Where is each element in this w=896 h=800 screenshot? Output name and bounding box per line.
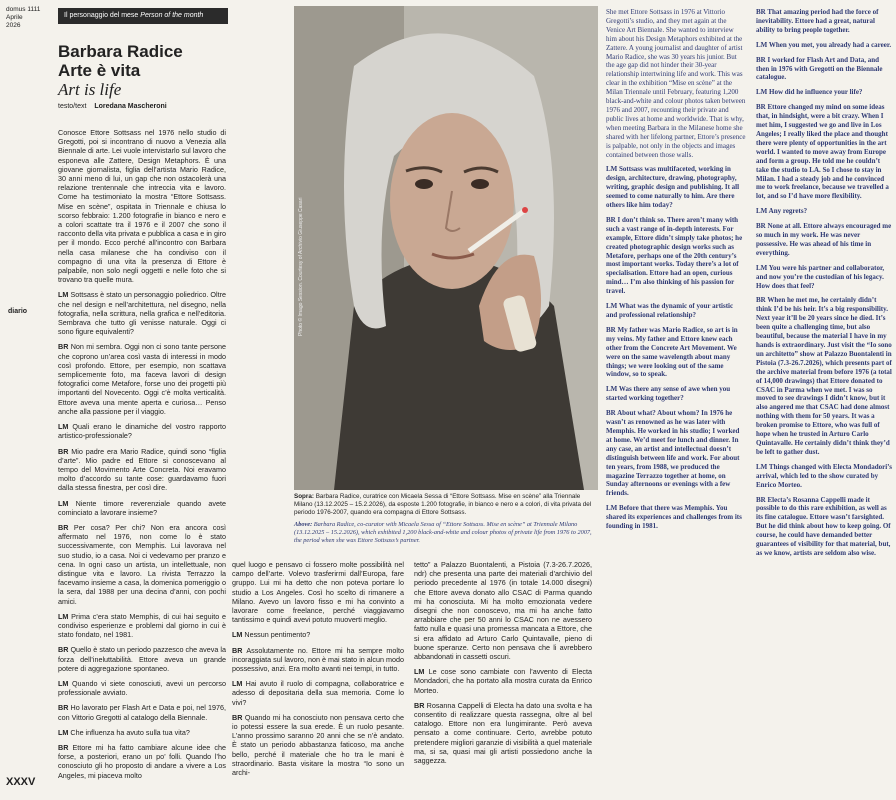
speaker-initials: LM [232, 630, 245, 640]
paragraph: BR Quando mi ha conosciuto non pensava certo che io potessi essere la sua erede. È un ruolo pesante. L’anno prossimo saranno 20 anni che se n’è andato. È stato un periodo abbastanza faticoso, ma anche bello, perché il materiale che ho tra le mani è straordinario. Basta visitare la mostra “Io sono un archi- [232, 712, 404, 778]
paragraph: quel luogo e pensavo ci fossero molte possibilità nel campo dell’arte. Volevo trasferirmi dall’Europa, fare gruppo. Lui mi ha detto che non poteva portare lo studio a Los Angeles. Così ho scelto di rimanere a Milano. Avevo un lavoro fisso e mi ha convinto a lavorare come freelance, perché viaggiavamo tantissimo e quindi avevi potuto muoverti meglio. [232, 560, 404, 625]
paragraph: LM Was there any sense of awe when you started working together? [606, 385, 731, 403]
speaker-initials: LM [756, 207, 769, 216]
paragraph: LM Niente timore reverenziale quando avete cominciato a lavorare insieme? [58, 498, 226, 517]
paragraph: LM Che influenza ha avuto sulla tua vita? [58, 727, 190, 737]
speaker-initials: BR [606, 325, 618, 334]
paragraph: LM How did he influence your life? [756, 88, 863, 97]
speaker-initials: LM [606, 504, 620, 513]
caption-text-en: Barbara Radice, co-curator with Micaela Sessa of “Ettore Sottsass. Mise en scène” at Triennale Milano (13.12.2025 – 15.2.2026), which exhibited 1,200 black-and-white and colour photos of private life from 1976 to 2007, the period when she was Ettore Sottsass’s partner. [294, 521, 592, 544]
speaker-initials: BR [58, 742, 73, 752]
issue-info [6, 6, 40, 30]
paragraph: BR Mio padre era Mario Radice, quindi sono “figlia d’arte”. Mio padre ed Ettore si conoscevano al tempo del Movimento Arte Concreta. Noi eravamo molto d’accordo su tante cose: guardavamo fuori dalla stessa finestra, per così dire. [58, 446, 226, 493]
speaker-initials: LM [606, 385, 619, 394]
speaker-initials: BR [58, 342, 71, 352]
paragraph: BR Ho lavorato per Flash Art e Data e poi, nel 1976, con Vittorio Gregotti al catalogo della Biennale. [58, 703, 226, 722]
speaker-initials: BR [58, 645, 71, 655]
paragraph: BR My father was Mario Radice, so art is in my veins. My father and Ettore knew each other from the Concrete Art Movement. We were on the same wavelength about many things; we were looking out of the same window, so to speak. [606, 325, 738, 379]
paragraph: LM Le cose sono cambiate con l’avvento di Electa Mondadori, che ha portato alla mostra curata da Enrico Morteo. [414, 667, 592, 695]
speaker-initials: LM [606, 165, 620, 174]
paragraph: BR Ettore changed my mind on some ideas that, in hindsight, were a bit crazy. When I met him, I suggested we go and live in Los Angeles; I really liked the place and thought there were plenty of opportunities in the art world. I wanted to move away from Europe and form a group. He told me he couldn’t take the studio to LA. So I chose to stay in Milan. I had a steady job and he convinced me to work freelance, because we travelled a lot, and so I’d have more flexibility. [756, 103, 889, 201]
paragraph: LM Quando vi siete conosciuti, avevi un percorso professionale avviato. [58, 678, 226, 698]
section-label: diario [8, 308, 28, 315]
paragraph: BR Per cosa? Per chi? Non era ancora così affermato nel 1976, non come lo è stato successivamente, con Memphis. Lui lavorava nel suo studio, io a casa. Noi ci vedevamo per pranzo e cena. In ogni caso un artista, un intellettuale, non distingue vita e lavoro. La rivista Terrazzo la facevamo insieme a casa, la domenica pomeriggio o la sera, dal 1988 per una decina d’anni, con pochi amici. [58, 522, 226, 606]
paragraph: LM Sottsass was multifaceted, working in design, architecture, drawing, photography, writing, graphic design and publishing. It all seemed to come naturally to him. Are there others like him today? [606, 165, 740, 210]
section-header [58, 8, 228, 24]
column-italian-3 [414, 560, 592, 788]
speaker-initials: BR [756, 103, 768, 112]
speaker-initials: BR [58, 446, 72, 456]
paragraph: BR Ettore mi ha fatto cambiare alcune idee che forse, a posteriori, erano un po’ folli. Quando l’ho conosciuto gli ho proposto di andare a vivere a Los Angeles, mi piaceva molto [58, 742, 226, 780]
portrait-illustration [294, 6, 598, 490]
speaker-initials: LM [58, 727, 71, 737]
issue-year: 2026 [6, 22, 21, 29]
portrait-photo [294, 6, 598, 490]
section-header-en: Person of the month [140, 12, 204, 19]
caption-label-it: Sopra: [294, 493, 314, 500]
paragraph: BR None at all. Ettore always encouraged me so much in my work. He was never possessive. He was ahead of his time in everything. [756, 222, 892, 257]
photo-caption [294, 493, 598, 549]
speaker-initials: BR [606, 215, 618, 224]
speaker-initials: LM [58, 678, 72, 688]
photo-credit: Photo © Imago Session. Courtesy of Archivio Giuseppe Casari [298, 197, 304, 336]
speaker-initials: BR [232, 712, 245, 722]
column-italian-2 [232, 560, 404, 788]
paragraph: LM Sottsass è stato un personaggio poliedrico. Oltre che nel design e nell’architettura, nel disegno, nella fotografia, nella scrittura, nella grafica e nell’editoria. Sembrava che tutto gli venisse naturale. Oggi ci sono figure equivalenti? [58, 290, 226, 337]
speaker-initials: BR [606, 409, 618, 418]
byline-label: testo/text [58, 103, 87, 110]
page-number: XXXV [6, 776, 36, 788]
speaker-initials: LM [58, 290, 71, 300]
paragraph: tetto” a Palazzo Buontalenti, a Pistoia (7.3-26.7.2026, ndr) che presenta una parte dei materiali d’archivio del periodo precedente al 1976 (in totale 14.000 disegni) che Ettore aveva donato allo CSAC di Parma quando mi ha conosciuta. Mi ha molto emozionata vedere disegni che non conoscevo, ma mi ha anche fatto arrabbiare che per 50 anni lo CSAC non ne avessero fatto nulla e quasi una promessa mancata a Ettore, che si era affidato ad Arturo Carlo Quintavalle, pieno di buone speranze. Certo non pensava che li avrebbero abbandonati in cassetti oscuri. [414, 560, 592, 662]
speaker-initials: BR [756, 495, 768, 504]
column-english-1 [606, 8, 746, 788]
person-name: Barbara Radice [58, 42, 183, 61]
speaker-initials: BR [756, 55, 768, 64]
speaker-initials: BR [232, 645, 247, 655]
issue-month: Aprile [6, 14, 23, 21]
paragraph: LM When you met, you already had a career. [756, 40, 892, 49]
speaker-initials: BR [58, 522, 74, 532]
paragraph: BR When he met me, he certainly didn’t think I’d be his heir. It’s a big responsibility. Next year it’ll be 20 years since he died. It’s been quite a challenging time, but also beautiful, because the material I have in my hands is extraordinary. Just visit the “Io sono un architetto” show at Palazzo Buontalenti in Pistoia (7.3-26.7.2026), which presents part of the archive material from before 1976 (a total of 14,000 drawings) that Ettore donated to CSAC in Parma when we met. I was so moved to see drawings I didn’t know, but it also angered me that CSAC had done almost nothing with them for 50 years. It was a broken promise to Ettore, who was full of hope when he trusted in Arturo Carlo Quintavalle. He certainly didn’t think they’d be left to gather dust. [756, 296, 892, 456]
speaker-initials: LM [756, 88, 770, 97]
paragraph: LM Quali erano le dinamiche del vostro rapporto artistico-professionale? [58, 422, 226, 441]
speaker-initials: LM [232, 679, 246, 689]
title-english: Art is life [58, 80, 122, 99]
spine [0, 0, 52, 800]
paragraph: She met Ettore Sottsass in 1976 at Vittorio Gregotti’s studio, and they met again at the Venice Art Biennale. She wanted to interview him about his Design Metaphors exhibited at the Zattere. A young journalist and daughter of artist Mario Radice, she was 30 years his junior. But the age gap did not hinder their 30-year relationship intertwining life and work. This was clear in the exhibition “Mise en scène” at the Milan Triennale until February, featuring 1,200 black-and-white and colour photos taken between 1976 and 2007, recounting their private and public lives at home and worldwide. That is why, when meeting Barbara in the Milanese home she shared with her lifelong partner, Ettore’s presence is palpable, not only in the objects and images contained between those walls. [606, 8, 746, 159]
paragraph: BR About what? About whom? In 1976 he wasn’t as renowned as he was later with Memphis. He worked in his studio; I worked at home. We’d meet for lunch and dinner. In any case, an artist and intellectual doesn’t distinguish between life and work. For about ten years, from 1988, we produced the magazine Terrazzo together at home, on Sunday afternoons or evenings with a few friends. [606, 409, 740, 498]
paragraph: LM Things changed with Electa Mondadori’s arrival, which led to the show curated by Enrico Morteo. [756, 462, 892, 489]
issue-title: domus 1111 [6, 6, 41, 13]
speaker-initials: LM [58, 422, 73, 432]
paragraph: BR I don’t think so. There aren’t many with such a vast range of in-depth interests. For example, Ettore didn’t simply take photos; he created photographic design works such as Metafore, perhaps one of the 20th century’s most important works. Today there’s a lot of specialisation. Ettore had an open, curious mind… I’m also thinking of his passion for travel. [606, 215, 743, 296]
paragraph: BR Quello è stato un periodo pazzesco che aveva la forza dell’ineluttabilità. Ettore aveva un grande potere di aggregazione spontaneo. [58, 645, 226, 673]
column-english-2 [756, 8, 892, 788]
column-italian-1 [58, 128, 226, 788]
section-header-it: Il personaggio del mese [64, 12, 139, 19]
article-title-block [58, 42, 238, 99]
speaker-initials: LM [756, 40, 769, 49]
paragraph: LM Any regrets? [756, 207, 808, 216]
paragraph: BR Electa’s Rosanna Cappelli made it possible to do this rare exhibition, as well as its fine catalogue. Ettore wasn’t farsighted. But he did think about how to keep going. Of course, he could have demanded better guarantees of visibility for that material, but, as we know, artists are seldom also wise. [756, 495, 891, 557]
author-name: Loredana Mascheroni [94, 103, 167, 110]
speaker-initials: BR [414, 700, 427, 710]
paragraph: LM Hai avuto il ruolo di compagna, collaboratrice e adesso di depositaria della sua memoria. Come lo vivi? [232, 679, 404, 707]
paragraph: LM You were his partner and collaborator, and now you’re the custodian of his legacy. How does that feel? [756, 263, 885, 290]
title-italian: Arte è vita [58, 61, 141, 80]
speaker-initials: BR [756, 222, 768, 231]
paragraph: LM Prima c’era stato Memphis, di cui hai seguito e condiviso esperienze e problemi dal giorno in cui è stato fondato, nel 1981. [58, 611, 226, 640]
speaker-initials: LM [606, 302, 619, 311]
speaker-initials: BR [756, 296, 768, 305]
paragraph: BR Non mi sembra. Oggi non ci sono tante persone che coprono un’area così vasta di interessi in modo così profondo. Ettore, per esempio, non scattava semplicemente foto, ma faceva lavori di design fotografici come Metafore, forse uno dei progetti più importanti del Novecento. Oggi c’è molta verticalità. Ettore aveva una mente aperta e curiosa… Penso anche alla passione per il viaggio. [58, 342, 226, 416]
speaker-initials: LM [58, 498, 76, 508]
paragraph: LM What was the dynamic of your artistic and professional relationship? [606, 302, 734, 319]
caption-label-en: Above: [294, 521, 313, 528]
speaker-initials: LM [58, 611, 72, 621]
paragraph: LM Nessun pentimento? [232, 630, 311, 640]
paragraph: BR I worked for Flash Art and Data, and then in 1976 with Gregotti on the Biennale catalogue. [756, 55, 883, 82]
speaker-initials: LM [756, 462, 769, 471]
paragraph: LM Before that there was Memphis. You shared its experiences and challenges from its founding in 1981. [606, 504, 742, 531]
paragraph: BR Assolutamente no. Ettore mi ha sempre molto incoraggiata sul lavoro, non è mai stato in alcun modo possessivo, anzi. Era molto avanti nei tempi, in tutto. [232, 645, 404, 674]
speaker-initials: LM [756, 263, 769, 272]
paragraph: BR That amazing period had the force of inevitability. Ettore had a great, natural ability to bring people together. [756, 8, 879, 34]
paragraph: Conosce Ettore Sottsass nel 1976 nello studio di Gregotti, poi si incontrano di nuovo a Venezia alla Biennale di arte. Lei vuole intervistarlo sul lavoro che esponeva alle Zattere, Design Metaphors. È una giovane giornalista, figlia dell’artista Mario Radice, 30 anni meno di lui, un gap che non ostacolerà una relazione trentennale che intreccia vita e lavoro. Come ha testimoniato la mostra “Ettore Sottsass. Mise en scène”, ospitata in Triennale e chiusa lo scorso febbraio: 1.200 fotografie in bianco e nero e a colori scattate tra il 1976 e il 2007 che sono il racconto della vita privata e pubblica a casa e in giro per il mondo. Ecco perché all’incontro con Barbara nella casa milanese che ha condiviso con il compagno di una vita la presenza di Ettore è palpabile, non solo negli oggetti e nelle foto che si trovano tra quelle mura. [58, 128, 226, 285]
byline [58, 103, 167, 110]
speaker-initials: LM [414, 667, 429, 677]
caption-text-it: Barbara Radice, curatrice con Micaela Sessa di “Ettore Sottsass. Mise en scène” alla Triennale Milano (13.12.2025 – 15.2.2026), da esposte 1.200 fotografie, in bianco e nero e a colori, di vita privata del periodo 1976-2007, quando era compagna di Ettore Sottsass. [294, 493, 592, 516]
speaker-initials: BR [58, 703, 71, 713]
paragraph: BR Rosanna Cappelli di Electa ha dato una svolta e ha consentito di realizzare questa rassegna, oltre al bel catalogo. Ettore non era lungimirante. Però aveva pensato a come continuare. Certo, avrebbe potuto pretendere migliori garanzie di visibilità a quel materiale ma, si sa, quasi mai gli artisti possiedono anche la saggezza. [414, 700, 592, 766]
speaker-initials: BR [756, 8, 768, 16]
